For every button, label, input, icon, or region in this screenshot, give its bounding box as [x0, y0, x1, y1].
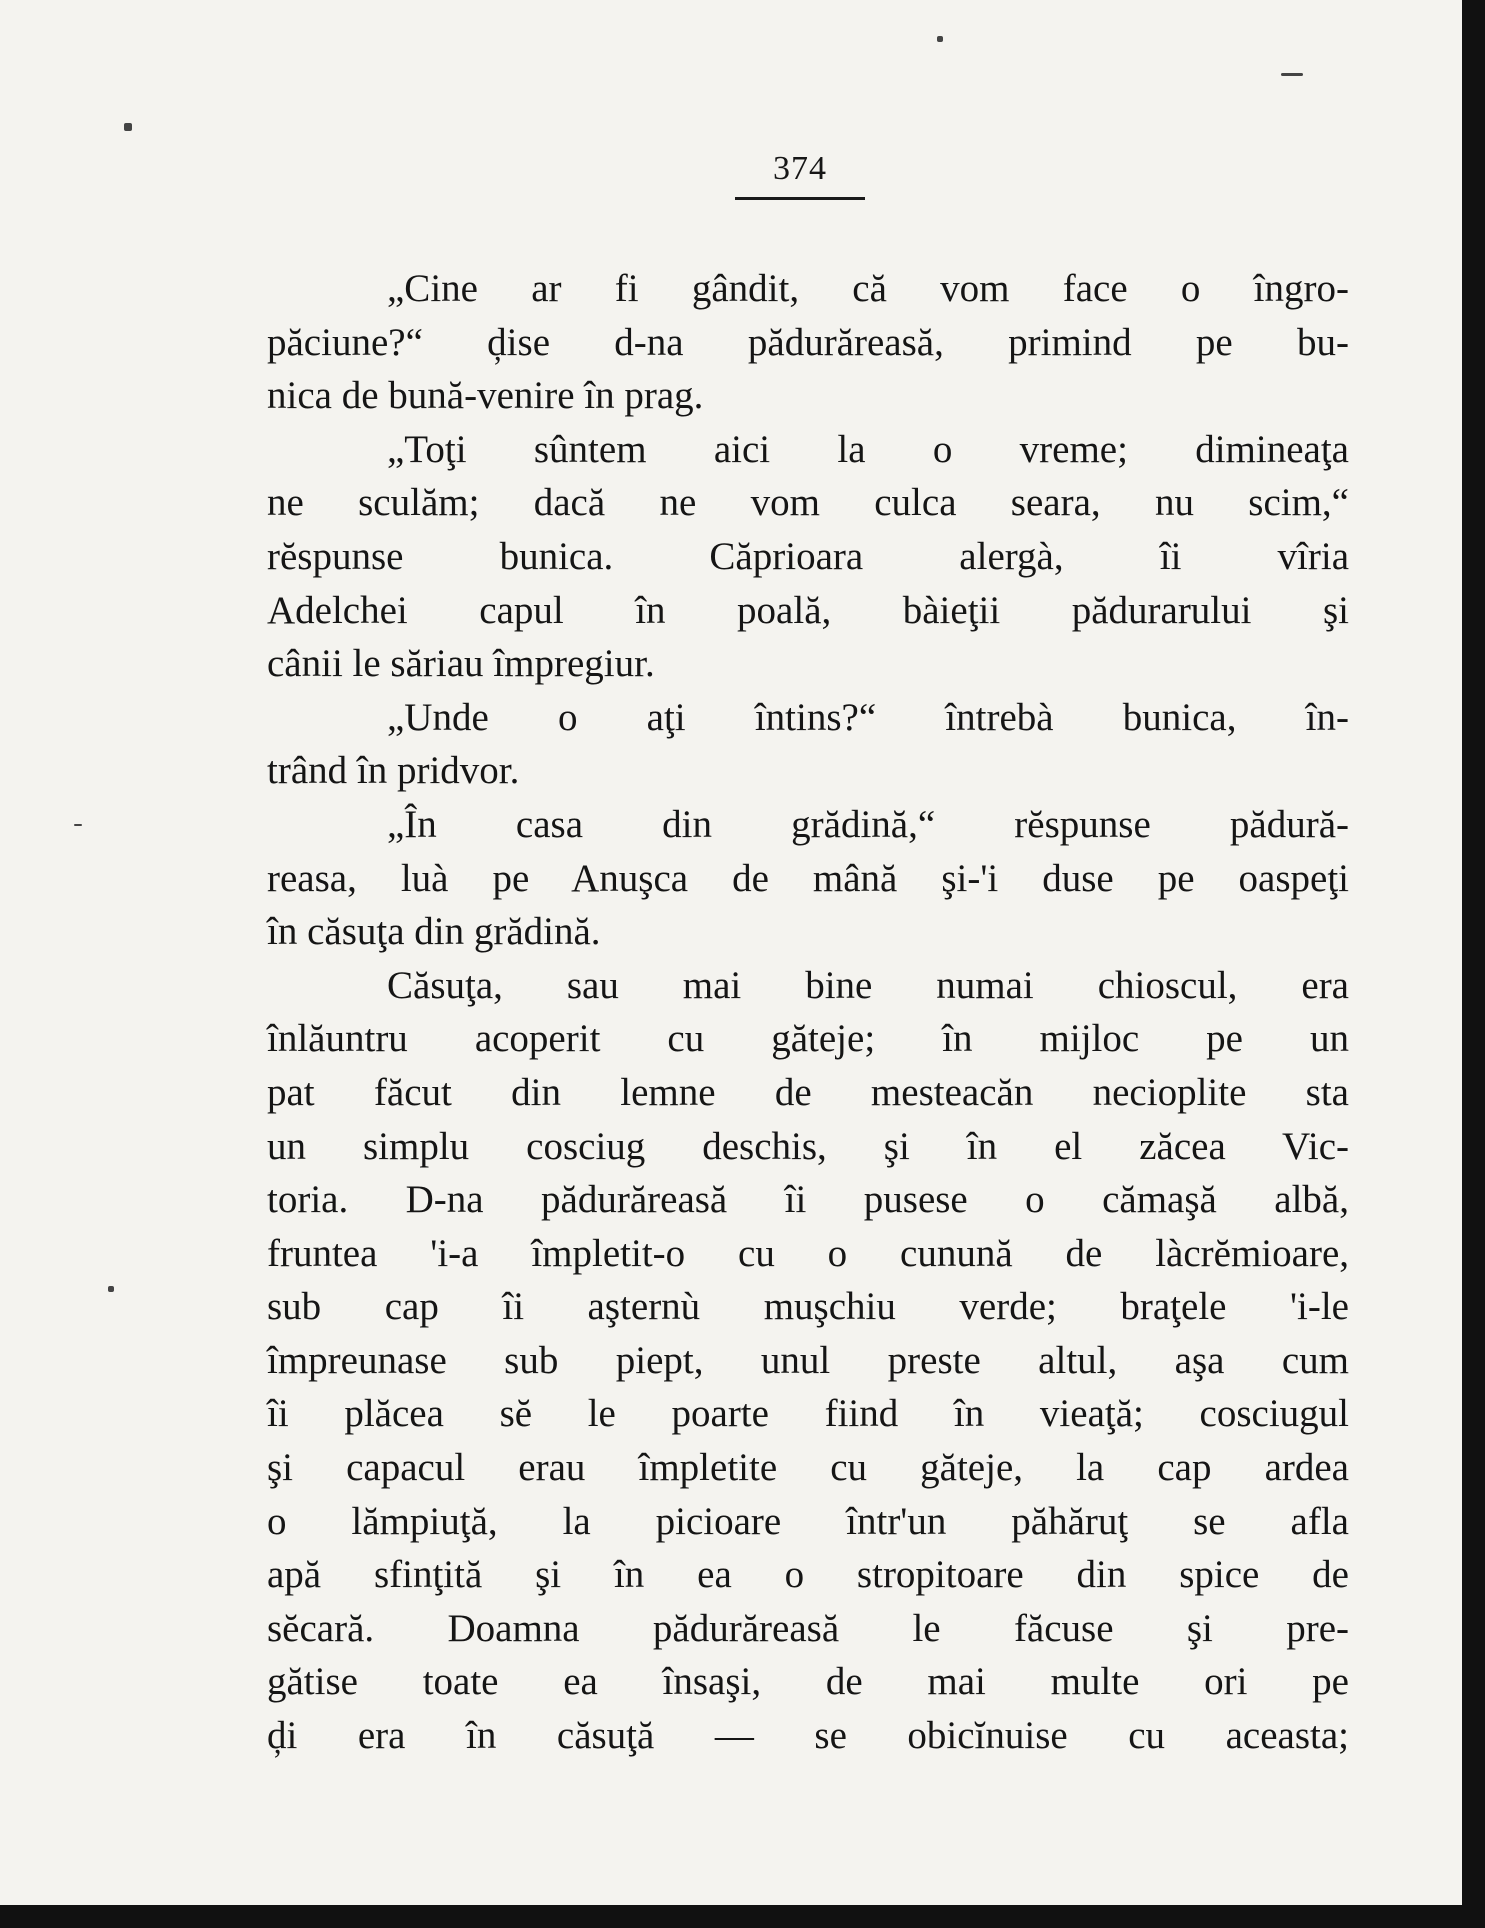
text-line: şi capacul erau împletite cu găteje, la cap ardea — [267, 1446, 1349, 1490]
text-line: un simplu cosciug deschis, şi în el zăcea Vic- — [267, 1124, 1349, 1168]
text-line: împreunase sub piept, unul preste altul, aşa cum — [267, 1338, 1349, 1382]
text-line: „Unde o aţi întins?“ întrebà bunica, în- — [387, 695, 1349, 739]
scan-edge-bottom — [0, 1905, 1485, 1928]
text-line: reasa, luà pe Anuşca de mână şi-'i duse pe oaspeţi — [267, 856, 1349, 900]
scan-speck — [1281, 73, 1303, 76]
text-line: îi plăcea sĕ le poarte fiind în vieaţă; cosciugul — [267, 1392, 1349, 1436]
text-line: în căsuţa din grădină. — [267, 910, 601, 954]
body-text — [267, 262, 1349, 1763]
text-line: Adelchei capul în poală, bàieţii pădurarului şi — [267, 588, 1349, 632]
scan-speck — [124, 123, 132, 131]
text-line: „Toţi sûntem aici la o vreme; dimineaţa — [387, 427, 1349, 471]
scan-speck — [108, 1286, 114, 1292]
scan-speck — [74, 824, 82, 826]
paragraph — [267, 691, 1349, 798]
text-line: ḑi era în căsuţă — se obicĭnuise cu aceasta; — [267, 1714, 1349, 1758]
text-line: gătise toate ea însaşi, de mai multe ori pe — [267, 1660, 1349, 1704]
page-number: 374 — [773, 150, 827, 187]
text-line: o lămpiuţă, la picioare într'un păhăruţ se afla — [267, 1499, 1349, 1543]
text-line: cânii le săriau împregiur. — [267, 642, 655, 686]
paragraph — [267, 798, 1349, 959]
text-line: apă sfinţită şi în ea o stropitoare din spice de — [267, 1553, 1349, 1597]
text-line: nica de bună-venire în prag. — [267, 374, 704, 418]
scan-edge-right — [1462, 0, 1485, 1928]
text-line: sĕcară. Doamna pădurăreasă le făcuse şi pre- — [267, 1606, 1349, 1650]
text-line: rĕspunse bunica. Căprioara alergà, îi vîria — [267, 534, 1349, 578]
text-line: păciune?“ ḑise d-na pădurăreasă, primind pe bu- — [267, 320, 1349, 364]
text-line: ne sculăm; dacă ne vom culca seara, nu scim,“ — [267, 481, 1349, 525]
text-line: pat făcut din lemne de mesteacăn necioplite sta — [267, 1070, 1349, 1114]
text-line: „În casa din grădină,“ rĕspunse pădură- — [387, 802, 1349, 846]
text-line: Căsuţa, sau mai bine numai chioscul, era — [387, 963, 1349, 1007]
text-line: trând în pridvor. — [267, 749, 520, 793]
text-line: „Cine ar fi gândit, că vom face o îngro- — [387, 267, 1349, 310]
text-line: fruntea 'i-a împletit-o cu o cunună de làcrĕmioare, — [267, 1231, 1349, 1275]
scan-speck — [937, 36, 943, 42]
paragraph — [267, 262, 1349, 423]
text-line: sub cap îi aşternù muşchiu verde; braţele 'i-le — [267, 1285, 1349, 1329]
text-line: toria. D-na pădurăreasă îi pusese o cămaşă albă, — [267, 1178, 1349, 1222]
page-number-rule — [735, 197, 865, 200]
paragraph — [267, 423, 1349, 691]
text-line: înlăuntru acoperit cu găteje; în mijloc pe un — [267, 1017, 1349, 1061]
paragraph — [267, 959, 1349, 1763]
